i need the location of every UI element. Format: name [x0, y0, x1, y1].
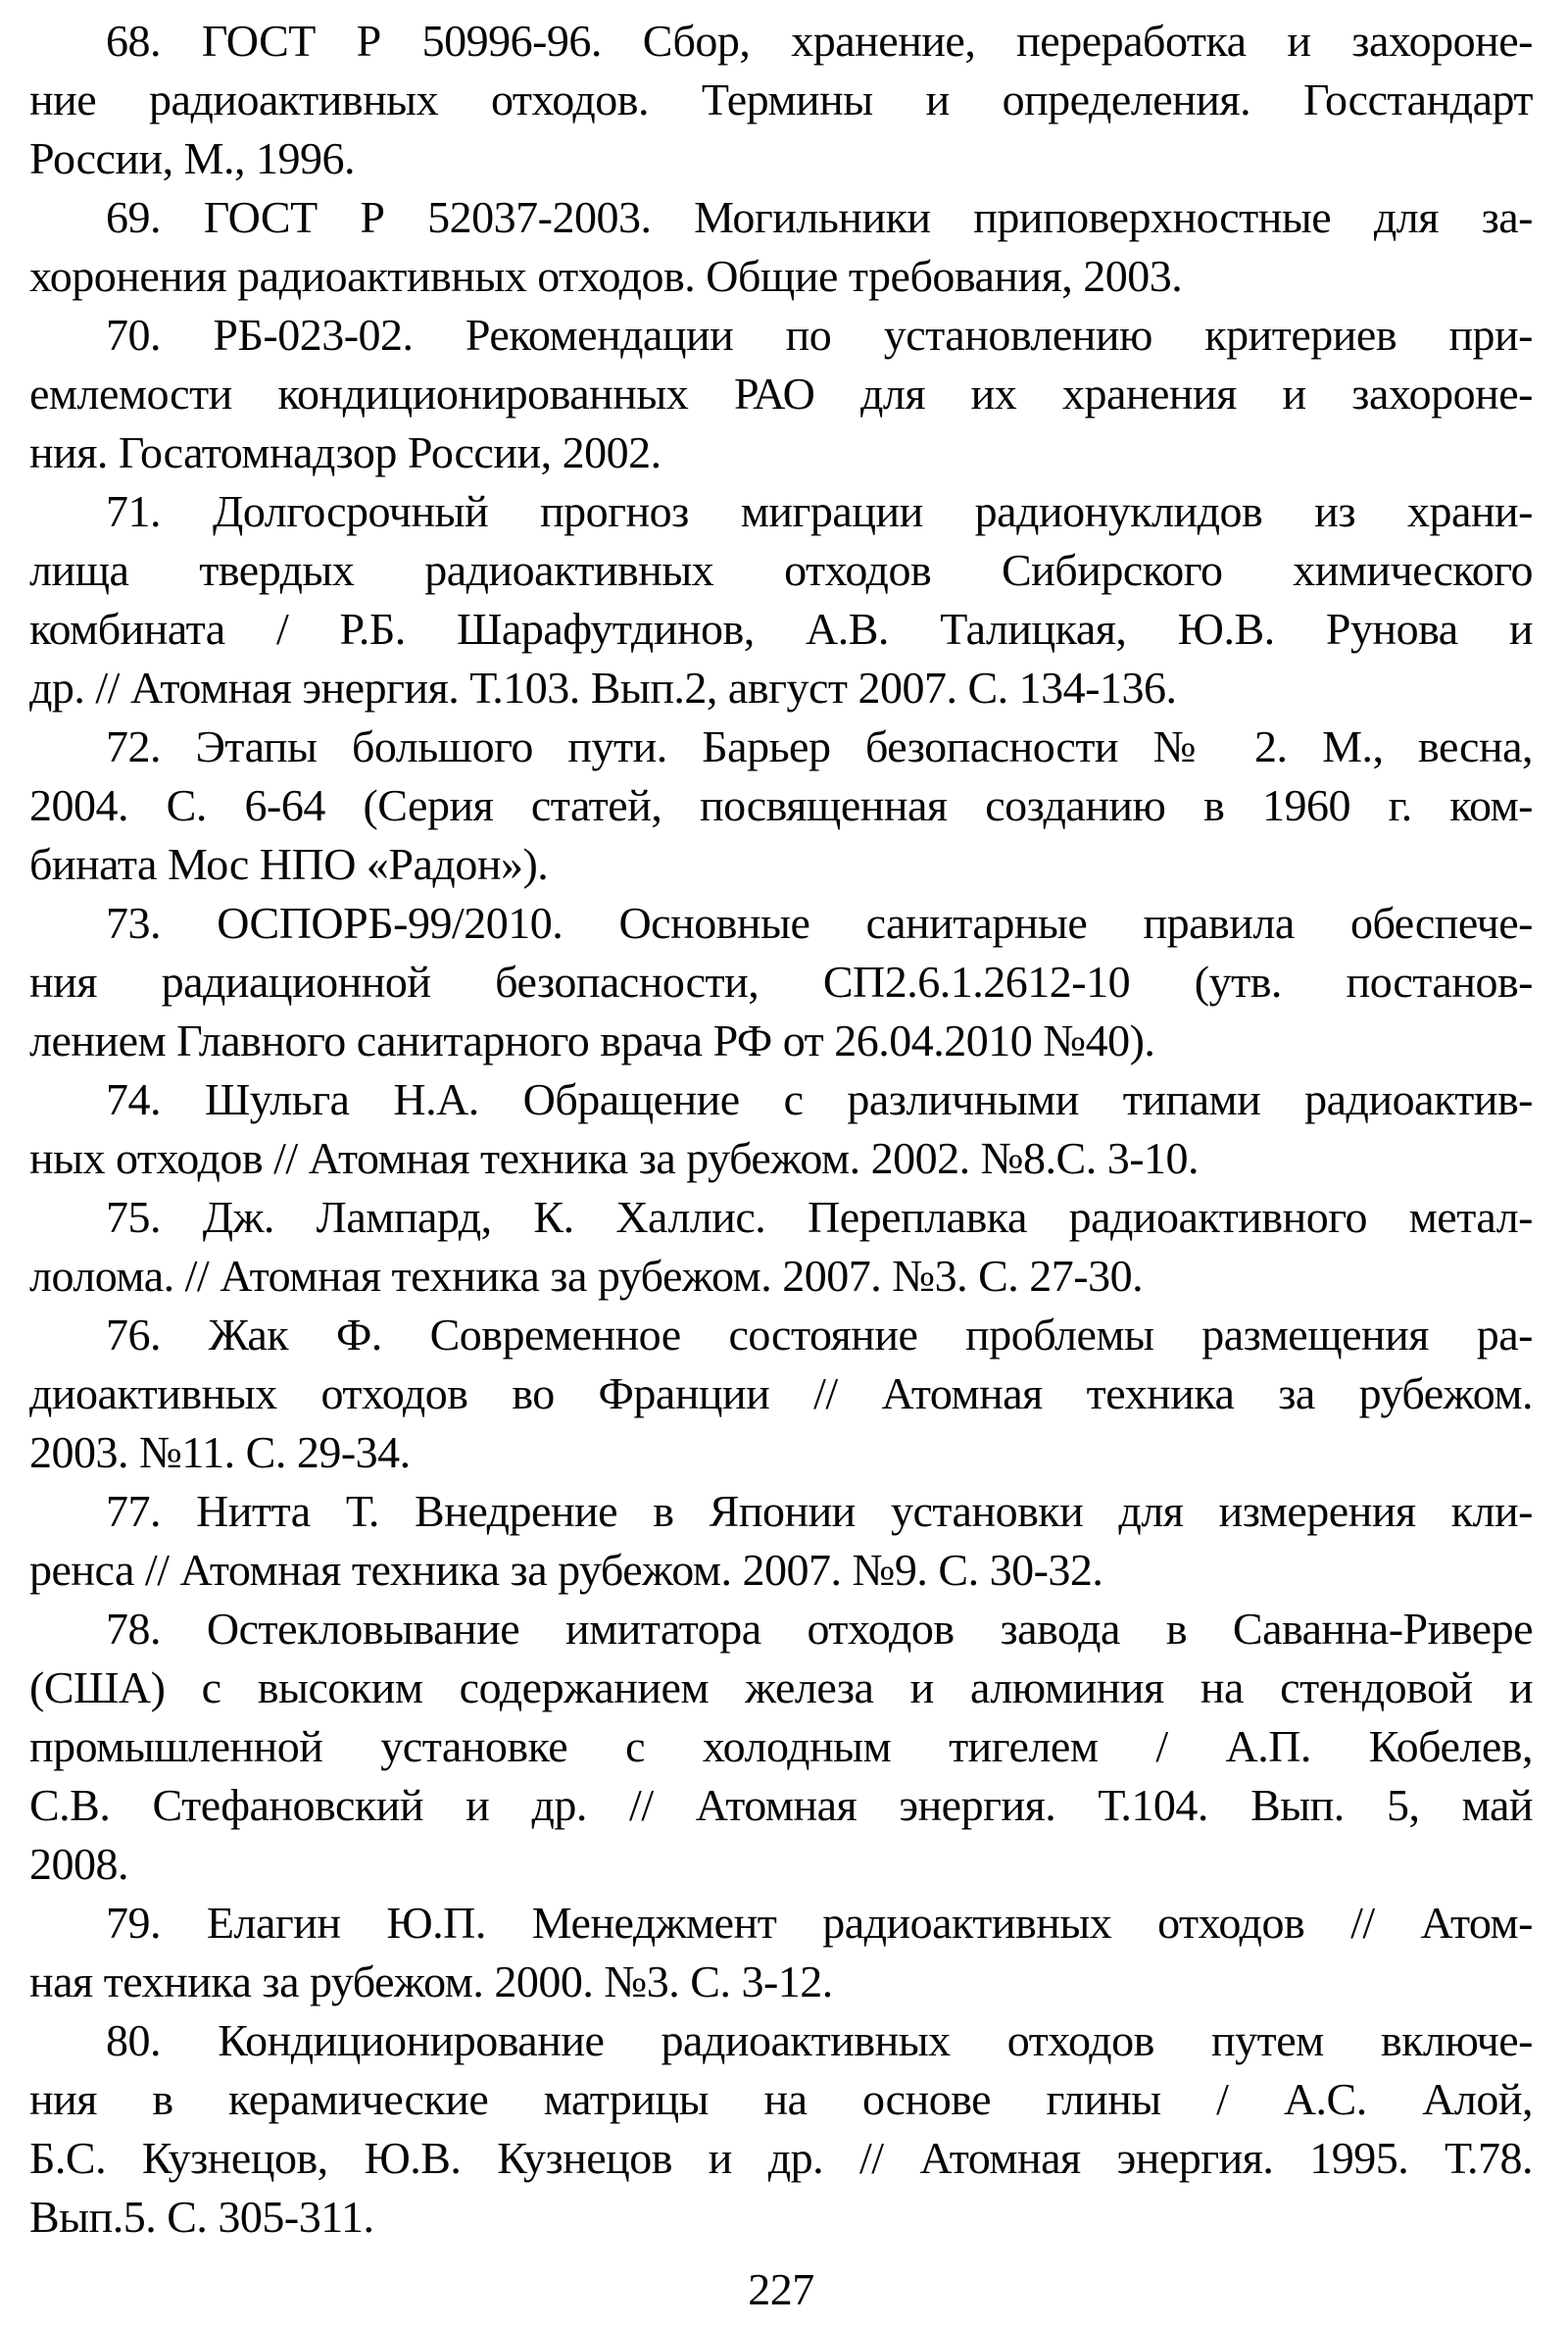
- reference-line: 78. Остекловывание имитатора отходов завода в Саванна-Ривере: [106, 1604, 1533, 1654]
- reference-line: лолома. // Атомная техника за рубежом. 2007. №3. С. 27-30.: [29, 1251, 1144, 1301]
- reference-line: 68. ГОСТ Р 50996-96. Сбор, хранение, переработка и захороне-: [106, 16, 1533, 66]
- reference-line: России, М., 1996.: [29, 133, 356, 183]
- reference-line: комбината / Р.Б. Шарафутдинов, А.В. Талицкая, Ю.В. Рунова и: [29, 604, 1533, 654]
- reference-line: 69. ГОСТ Р 52037-2003. Могильники приповерхностные для за-: [106, 192, 1533, 242]
- reference-line: ние радиоактивных отходов. Термины и определения. Госстандарт: [29, 74, 1533, 124]
- reference-line: 80. Кондиционирование радиоактивных отходов путем включе-: [106, 2015, 1533, 2065]
- reference-line: ренса // Атомная техника за рубежом. 2007. №9. С. 30-32.: [29, 1545, 1103, 1595]
- reference-line: ния. Госатомнадзор России, 2002.: [29, 427, 662, 477]
- reference-item: [29, 1306, 1533, 1482]
- reference-line: лища твердых радиоактивных отходов Сибирского химического: [29, 545, 1533, 595]
- reference-item: [29, 188, 1533, 306]
- page-footer: [29, 2260, 1533, 2319]
- reference-line: (США) с высоким содержанием железа и алюминия на стендовой и: [29, 1662, 1533, 1712]
- reference-line: ных отходов // Атомная техника за рубежом. 2002. №8.С. 3-10.: [29, 1133, 1200, 1183]
- reference-line: 77. Нитта Т. Внедрение в Японии установки для измерения кли-: [106, 1486, 1533, 1536]
- reference-line: ния радиационной безопасности, СП2.6.1.2612-10 (утв. постанов-: [29, 957, 1533, 1007]
- reference-line: 75. Дж. Лампард, К. Халлис. Переплавка радиоактивного метал-: [106, 1192, 1533, 1242]
- reference-item: [29, 1188, 1533, 1306]
- reference-item: [29, 1482, 1533, 1600]
- reference-item: [29, 1600, 1533, 1894]
- reference-line: бината Мос НПО «Радон»).: [29, 839, 549, 889]
- reference-list: [29, 12, 1533, 2247]
- reference-line: 73. ОСПОРБ-99/2010. Основные санитарные правила обеспече-: [106, 898, 1533, 948]
- reference-item: [29, 718, 1533, 894]
- reference-line: 79. Елагин Ю.П. Менеджмент радиоактивных отходов // Атом-: [106, 1898, 1533, 1948]
- reference-item: [29, 894, 1533, 1070]
- reference-item: [29, 482, 1533, 718]
- reference-line: 2003. №11. С. 29-34.: [29, 1427, 411, 1477]
- reference-item: [29, 2011, 1533, 2247]
- reference-line: 72. Этапы большого пути. Барьер безопасности № 2. М., весна,: [106, 721, 1533, 771]
- reference-item: [29, 1894, 1533, 2011]
- reference-line: 71. Долгосрочный прогноз миграции радионуклидов из храни-: [106, 486, 1533, 536]
- reference-line: промышленной установке с холодным тигелем / А.П. Кобелев,: [29, 1721, 1533, 1771]
- reference-line: др. // Атомная энергия. Т.103. Вып.2, август 2007. С. 134-136.: [29, 663, 1177, 713]
- reference-line: С.В. Стефановский и др. // Атомная энергия. Т.104. Вып. 5, май: [29, 1780, 1533, 1830]
- reference-line: 74. Шульга Н.А. Обращение с различными типами радиоактив-: [106, 1074, 1533, 1124]
- reference-line: 2004. С. 6-64 (Серия статей, посвященная созданию в 1960 г. ком-: [29, 780, 1533, 830]
- reference-line: емлемости кондиционированных РАО для их хранения и захороне-: [29, 369, 1533, 419]
- reference-line: Вып.5. С. 305-311.: [29, 2192, 374, 2242]
- reference-line: 76. Жак Ф. Современное состояние проблемы размещения ра-: [106, 1310, 1533, 1360]
- reference-item: [29, 12, 1533, 188]
- reference-line: ная техника за рубежом. 2000. №3. С. 3-12.: [29, 1956, 833, 2006]
- reference-line: лением Главного санитарного врача РФ от 26.04.2010 №40).: [29, 1015, 1155, 1065]
- reference-item: [29, 1070, 1533, 1188]
- reference-line: Б.С. Кузнецов, Ю.В. Кузнецов и др. // Атомная энергия. 1995. Т.78.: [29, 2133, 1533, 2183]
- reference-line: диоактивных отходов во Франции // Атомная техника за рубежом.: [29, 1368, 1533, 1418]
- reference-line: 70. РБ-023-02. Рекомендации по установлению критериев при-: [106, 310, 1533, 360]
- reference-line: 2008.: [29, 1839, 128, 1889]
- reference-item: [29, 306, 1533, 482]
- reference-line: хоронения радиоактивных отходов. Общие требования, 2003.: [29, 251, 1183, 301]
- page-number: 227: [748, 2264, 814, 2314]
- reference-line: ния в керамические матрицы на основе глины / А.С. Алой,: [29, 2074, 1533, 2124]
